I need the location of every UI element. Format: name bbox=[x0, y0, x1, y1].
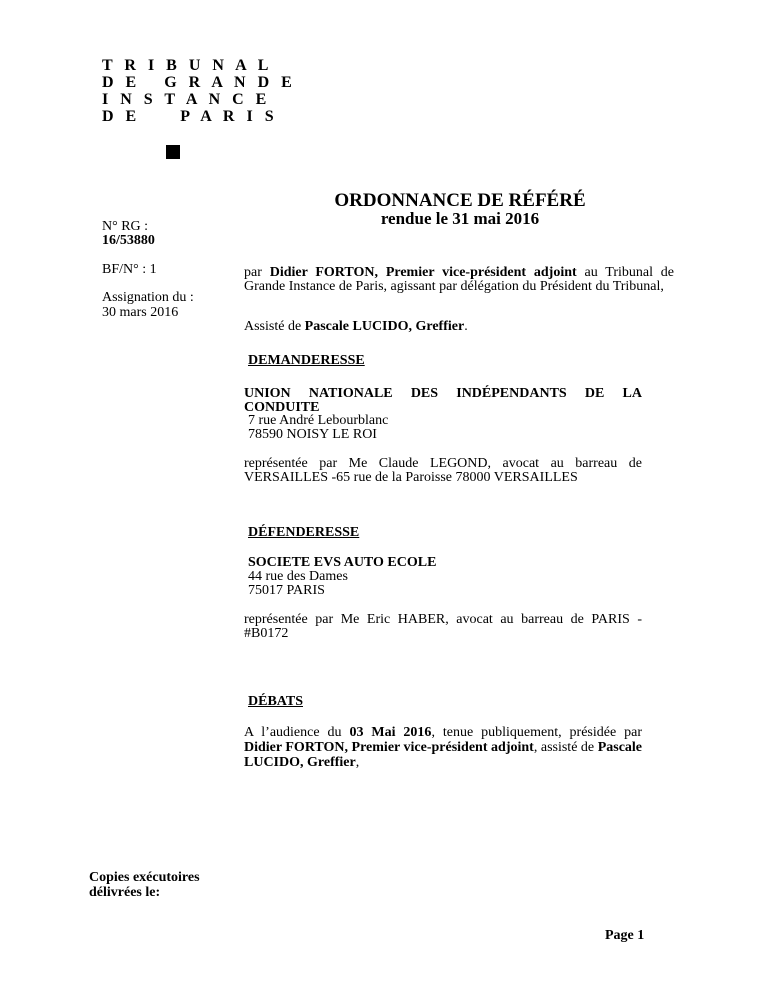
debats-text-1: A l’audience du bbox=[244, 725, 350, 740]
greffier-name: Pascale LUCIDO, Greffier bbox=[304, 319, 465, 334]
demanderesse-heading: DEMANDERESSE bbox=[248, 353, 365, 368]
assiste-text: Assisté de bbox=[244, 319, 305, 334]
intro-par: par bbox=[244, 265, 270, 280]
court-name bbox=[102, 57, 296, 125]
copies-line-1: Copies exécutoires bbox=[89, 870, 200, 885]
demanderesse-address-2: 78590 NOISY LE ROI bbox=[248, 427, 377, 442]
defenderesse-address-2: 75017 PARIS bbox=[248, 583, 325, 598]
debats-judge: Didier FORTON, Premier vice-président adjoint bbox=[244, 740, 534, 755]
court-name-line: I N S T A N C E bbox=[102, 91, 271, 108]
bf-number: BF/N° : 1 bbox=[102, 262, 157, 277]
demanderesse-representation: représentée par Me Claude LEGOND, avocat au barreau de VERSAILLES -65 rue de la Paroisse 78000 VERSAILLES bbox=[244, 456, 642, 485]
debats-greffier: Pascale LUCIDO, Greffier bbox=[244, 740, 643, 770]
debats-text-2: , tenue publiquement, présidée par bbox=[431, 725, 643, 740]
debats-heading: DÉBATS bbox=[248, 694, 303, 709]
debats-text-3: , assisté de bbox=[533, 740, 598, 755]
court-name-line: T R I B U N A L bbox=[102, 57, 273, 74]
rg-label: N° RG : bbox=[102, 219, 149, 234]
document-subtitle: rendue le 31 mai 2016 bbox=[380, 209, 540, 228]
assignation-date: 30 mars 2016 bbox=[102, 305, 179, 320]
court-name-line: D E G R A N D E bbox=[102, 74, 296, 91]
demanderesse-address-1: 7 rue André Lebourblanc bbox=[248, 413, 389, 428]
assistance-line bbox=[244, 320, 674, 334]
intro-paragraph bbox=[244, 266, 674, 294]
debats-date: 03 Mai 2016 bbox=[349, 725, 432, 740]
intro-judge: Didier FORTON, Premier vice-président adjoint bbox=[269, 265, 577, 280]
assignation-label: Assignation du : bbox=[102, 290, 194, 305]
copies-line-2: délivrées le: bbox=[89, 885, 161, 900]
page-number: Page 1 bbox=[605, 928, 645, 943]
rg-value: 16/53880 bbox=[102, 233, 155, 248]
demanderesse-name: UNION NATIONALE DES INDÉPENDANTS DE LA CONDUITE bbox=[244, 386, 642, 415]
defenderesse-name: SOCIETE EVS AUTO ECOLE bbox=[248, 555, 437, 570]
defenderesse-address-1: 44 rue des Dames bbox=[248, 569, 348, 584]
debats-paragraph bbox=[244, 725, 642, 770]
debats-text-4: , bbox=[355, 755, 360, 770]
assiste-period: . bbox=[464, 319, 468, 334]
defenderesse-representation: représentée par Me Eric HABER, avocat au barreau de PARIS - #B0172 bbox=[244, 612, 642, 641]
intro-rest: au Tribunal de Grande Instance de Paris, agissant par délégation du Président du Tribunal, bbox=[244, 265, 674, 294]
document-title: ORDONNANCE DE RÉFÉRÉ bbox=[334, 190, 586, 211]
court-name-line: D E P A R I S bbox=[102, 108, 278, 125]
defenderesse-heading: DÉFENDERESSE bbox=[248, 525, 360, 540]
black-square-mark bbox=[166, 145, 180, 159]
copies-executoires bbox=[89, 870, 200, 900]
